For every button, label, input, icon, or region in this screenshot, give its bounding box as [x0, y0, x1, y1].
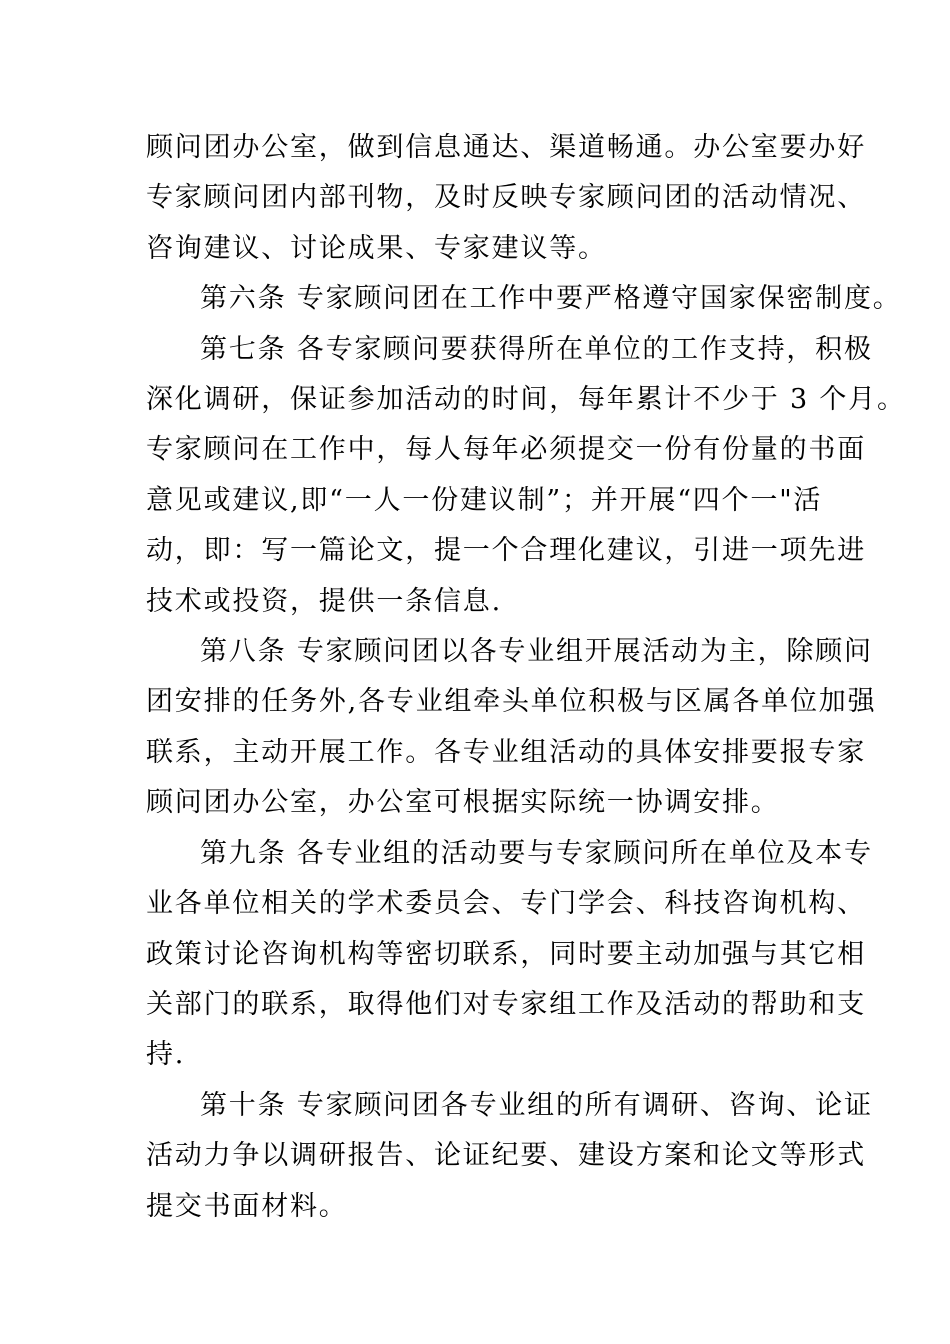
text-line: 专家顾问在工作中，每人每年必须提交一份有份量的书面	[146, 434, 866, 466]
document-body	[146, 123, 906, 1232]
text-line: 技术或投资，提供一条信息.	[146, 585, 502, 617]
text-line: 动，即：写一篇论文，提一个合理化建议，引进一项先进	[146, 535, 866, 567]
text-line: 意见或建议,即“一人一份建议制”；并开展“四个一"活	[146, 484, 823, 516]
text-line: 第九条 各专业组的活动要与专家顾问所在单位及本专	[200, 837, 873, 869]
text-line: 关部门的联系，取得他们对专家组工作及活动的帮助和支	[146, 988, 866, 1020]
paragraph-article-10	[146, 1081, 873, 1232]
text-line: 团安排的任务外,各专业组牵头单位积极与区属各单位加强	[146, 686, 877, 718]
text-line: 持.	[146, 1039, 186, 1071]
text-line: 深化调研，保证参加活动的时间，每年累计不少于 3 个月。	[146, 384, 906, 416]
paragraph-article-6	[146, 274, 902, 324]
paragraph-article-7	[146, 325, 906, 627]
text-line: 活动力争以调研报告、论证纪要、建设方案和论文等形式	[146, 1140, 866, 1172]
text-line: 顾问团办公室，做到信息通达、渠道畅通。办公室要办好	[146, 132, 866, 163]
text-line: 第八条 专家顾问团以各专业组开展活动为主，除顾问	[200, 636, 873, 668]
text-line: 顾问团办公室，办公室可根据实际统一协调安排。	[146, 787, 780, 819]
text-line: 第六条 专家顾问团在工作中要严格遵守国家保密制度。	[200, 283, 902, 315]
text-line: 专家顾问团内部刊物，及时反映专家顾问团的活动情况、	[146, 182, 866, 214]
paragraph-article-8	[146, 627, 877, 829]
text-line: 第七条 各专家顾问要获得所在单位的工作支持，积极	[200, 333, 873, 365]
text-line: 第十条 专家顾问团各专业组的所有调研、咨询、论证	[200, 1089, 873, 1121]
text-line: 业各单位相关的学术委员会、专门学会、科技咨询机构、	[146, 888, 866, 920]
text-line: 联系，主动开展工作。各专业组活动的具体安排要报专家	[146, 736, 866, 768]
paragraph-continuation	[146, 123, 866, 274]
text-line: 咨询建议、讨论成果、专家建议等。	[146, 232, 607, 264]
paragraph-article-9	[146, 829, 873, 1081]
text-line: 提交书面材料。	[146, 1190, 348, 1222]
text-line: 政策讨论咨询机构等密切联系，同时要主动加强与其它相	[146, 938, 866, 970]
